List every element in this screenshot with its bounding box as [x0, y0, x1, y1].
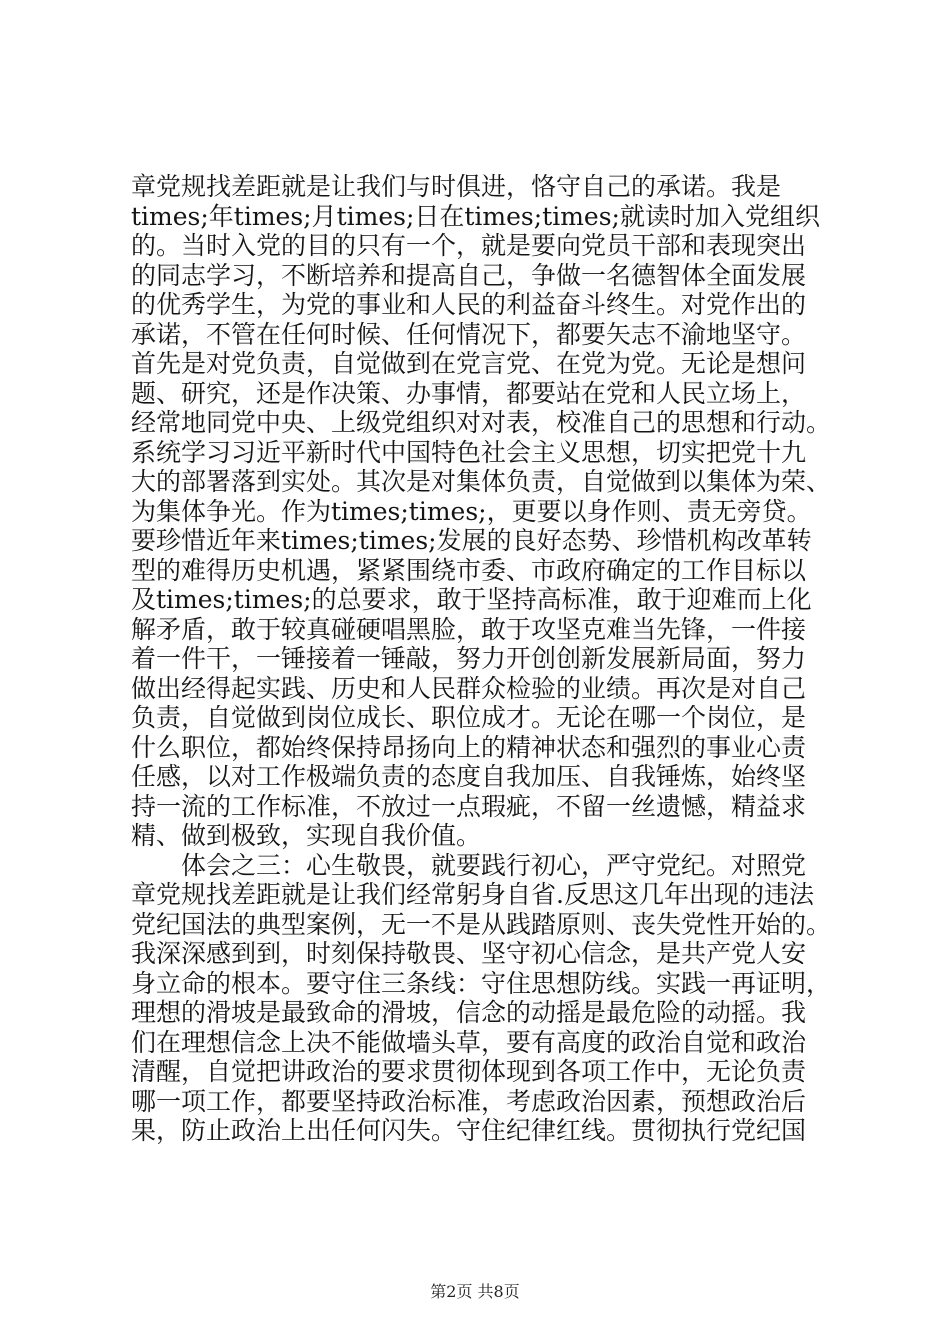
text-line: 我深深感到到，时刻保持敬畏、坚守初心信念，是共产党人安: [131, 939, 807, 968]
text-line: 负责，自觉做到岗位成长、职位成才。无论在哪一个岗位，是: [131, 703, 807, 732]
text-line: 首先是对党负责，自觉做到在党言党、在党为党。无论是想问: [131, 349, 807, 378]
text-line: 及times;times;的总要求，敢于坚持高标准，敢于迎难而上化: [131, 585, 812, 614]
text-line: 的。当时入党的目的只有一个，就是要向党员干部和表现突出: [131, 231, 807, 260]
text-line: 任感，以对工作极端负责的态度自我加压、自我锤炼，始终坚: [131, 762, 807, 791]
text-line: 经常地同党中央、上级党组织对对表，校准自己的思想和行动。: [131, 408, 832, 437]
page-number-footer: 第2页 共8页: [430, 1282, 520, 1301]
text-line: 承诺，不管在任何时候、任何情况下，都要矢志不渝地坚守。: [131, 319, 807, 349]
text-line: 题、研究，还是作决策、办事情，都要站在党和人民立场上，: [131, 378, 807, 408]
text-line: 党纪国法的典型案例，无一不是从践踏原则、丧失党性开始的。: [131, 909, 832, 939]
text-line: 们在理想信念上决不能做墙头草，要有高度的政治自觉和政治: [131, 1027, 807, 1057]
text-line: 型的难得历史机遇，紧紧围绕市委、市政府确定的工作目标以: [131, 555, 807, 585]
document-body: [131, 172, 831, 1146]
text-line: 清醒，自觉把讲政治的要求贯彻体现到各项工作中，无论负责: [131, 1057, 807, 1086]
text-line: 理想的滑坡是最致命的滑坡，信念的动摇是最危险的动摇。我: [131, 998, 807, 1027]
text-line: 大的部署落到实处。其次是对集体负责，自觉做到以集体为荣、: [131, 467, 832, 496]
text-line: 着一件干，一锤接着一锤敲，努力开创创新发展新局面，努力: [131, 644, 807, 673]
text-line: 身立命的根本。要守住三条线：守住思想防线。实践一再证明，: [131, 968, 832, 998]
text-line: 的优秀学生，为党的事业和人民的利益奋斗终生。对党作出的: [131, 290, 807, 319]
text-line: 的同志学习，不断培养和提高自己，争做一名德智体全面发展: [131, 260, 807, 290]
text-line: 解矛盾，敢于较真碰硬唱黑脸，敢于攻坚克难当先锋，一件接: [131, 614, 807, 644]
text-line: 章党规找差距就是让我们经常躬身自省.反思这几年出现的违法: [131, 880, 814, 909]
text-line: 做出经得起实践、历史和人民群众检验的业绩。再次是对自己: [131, 673, 807, 703]
text-line: 持一流的工作标准，不放过一点瑕疵，不留一丝遗憾，精益求: [131, 791, 807, 821]
text-line: times;年times;月times;日在times;times;就读时加入党组织: [131, 201, 820, 231]
text-line: 果，防止政治上出任何闪失。守住纪律红线。贯彻执行党纪国: [131, 1116, 807, 1145]
text-line: 系统学习习近平新时代中国特色社会主义思想，切实把党十九: [131, 437, 807, 467]
paragraph-start-line: 体会之三：心生敬畏，就要践行初心，严守党纪。对照党: [131, 850, 807, 880]
text-line: 哪一项工作，都要坚持政治标准，考虑政治因素，预想政治后: [131, 1086, 807, 1116]
text-line: 什么职位，都始终保持昂扬向上的精神状态和强烈的事业心责: [131, 732, 807, 762]
text-line: 要珍惜近年来times;times;发展的良好态势、珍惜机构改革转: [131, 526, 812, 555]
text-line: 精、做到极致，实现自我价值。: [131, 821, 482, 850]
text-line: 为集体争光。作为times;times;，更要以身作则、责无旁贷。: [131, 496, 812, 526]
text-line: 章党规找差距就是让我们与时俱进，恪守自己的承诺。我是: [131, 172, 782, 201]
